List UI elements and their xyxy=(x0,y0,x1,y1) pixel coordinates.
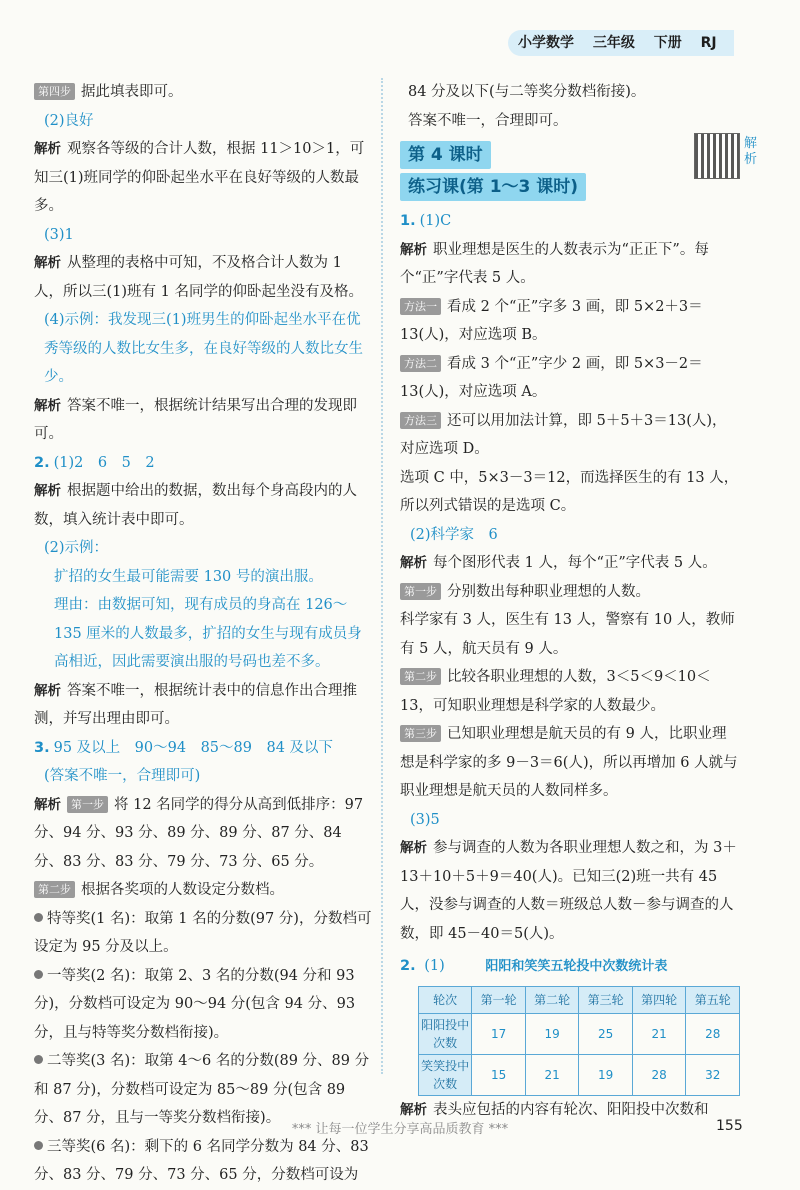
line-text: 观察各等级的合计人数，根据 11＞10＞1，可知三(1)班同学的仰卧起坐水平在良好等级的人数最多。 xyxy=(34,141,365,214)
line-text: (3)1 xyxy=(44,226,74,243)
header-cell: 第二轮 xyxy=(525,986,579,1013)
header-cell: 轮次 xyxy=(419,986,472,1013)
table-row xyxy=(419,1054,740,1095)
line-text: 二等奖(3 名)：取第 4～6 名的分数(89 分、89 分和 87 分)，分数档可设定为 85～89 分(包含 89 分、87 分，且与一等奖分数档衔接)。 xyxy=(34,1053,370,1126)
text-line xyxy=(400,236,740,293)
line-text: 每个图形代表 1 人，每个“正”字代表 5 人。 xyxy=(433,555,717,571)
line-text: 已知职业理想是航天员的有 9 人，比职业理想是科学家的多 9－3＝6(人)，所以再增加 6 人就与职业理想是航天员的人数同样多。 xyxy=(400,726,738,799)
bullet-icon xyxy=(34,970,43,979)
text-line xyxy=(34,534,374,563)
text-line xyxy=(400,806,740,835)
text-line xyxy=(34,477,374,534)
line-text: 看成 2 个“正”字多 3 画，即 5×2＋3＝13(人)，对应选项 B。 xyxy=(400,298,703,343)
row-label-cell: 笑笑投中次数 xyxy=(419,1054,472,1095)
lesson-banner xyxy=(400,141,740,201)
page-number: 155 xyxy=(716,1118,743,1134)
text-line xyxy=(400,107,740,136)
text-line xyxy=(34,762,374,791)
value-cell: 19 xyxy=(525,1013,579,1054)
analysis-label: 解析 xyxy=(400,555,427,571)
left-column xyxy=(34,78,374,1190)
text-line xyxy=(400,720,740,806)
line-text: (答案不唯一，合理即可) xyxy=(44,768,201,784)
question-number: 2. xyxy=(34,454,50,471)
text-line xyxy=(34,591,374,677)
qr-label: 解析 xyxy=(744,136,758,167)
value-cell: 25 xyxy=(579,1013,633,1054)
statistics-table xyxy=(418,986,740,1096)
line-text: 答案不唯一，根据统计表中的信息作出合理推测，并写出理由即可。 xyxy=(34,682,357,727)
table-header-row xyxy=(419,986,740,1013)
header-subject: 小学数学 xyxy=(518,35,574,51)
line-text: 答案不唯一，合理即可。 xyxy=(408,112,568,129)
line-text: 分别数出每种职业理想的人数。 xyxy=(447,583,650,600)
value-cell: 17 xyxy=(472,1013,526,1054)
text-line xyxy=(34,563,374,592)
text-line xyxy=(34,876,374,905)
analysis-label: 解析 xyxy=(34,141,61,157)
page-header xyxy=(508,30,734,56)
line-text: 职业理想是医生的人数表示为“正正下”。每个“正”字代表 5 人。 xyxy=(400,241,709,286)
step-tag: 方法二 xyxy=(400,355,441,372)
text-line xyxy=(34,677,374,734)
line-text: (2)示例： xyxy=(44,540,109,556)
table-heading: 2. (1) 阳阳和笑笑五轮投中次数统计表 xyxy=(400,958,668,974)
text-line xyxy=(34,962,374,1048)
text-line xyxy=(34,249,374,306)
row-label-cell: 阳阳投中次数 xyxy=(419,1013,472,1054)
text-line xyxy=(400,407,740,464)
analysis-label: 解析 xyxy=(34,255,61,271)
header-term: 下册 xyxy=(653,35,682,51)
line-text: 比较各职业理想的人数，3＜5＜9＜10＜13，可知职业理想是科学家的人数最少。 xyxy=(400,669,711,714)
line-text: (1)C xyxy=(419,213,452,229)
analysis-label: 解析 xyxy=(34,483,61,499)
line-text: (4)示例：我发现三(1)班男生的仰卧起坐水平在优秀等级的人数比女生多，在良好等级的人数比女生少。 xyxy=(44,312,363,385)
header-grade: 三年级 xyxy=(592,35,635,51)
table-title: 阳阳和笑笑五轮投中次数统计表 xyxy=(485,959,668,974)
step-tag: 第三步 xyxy=(400,725,441,742)
text-line xyxy=(34,905,374,962)
text-line xyxy=(34,221,374,250)
header-cell: 第三轮 xyxy=(579,986,633,1013)
line-text: 看成 3 个“正”字少 2 画，即 5×3－2＝13(人)，对应选项 A。 xyxy=(400,355,703,400)
line-text: 根据题中给出的数据，数出每个身高段内的人数，填入统计表中即可。 xyxy=(34,483,357,528)
analysis-label: 解析 xyxy=(34,796,61,813)
text-line xyxy=(34,392,374,449)
text-line xyxy=(34,449,374,478)
text-line xyxy=(400,834,740,948)
bullet-icon xyxy=(34,1055,43,1064)
lesson-title: 练习课(第 1～3 课时) xyxy=(400,173,586,201)
step-tag: 方法一 xyxy=(400,298,441,315)
value-cell: 32 xyxy=(686,1054,740,1095)
line-text: 选项 C 中，5×3－3＝12，而选择医生的有 13 人，所以列式错误的是选项 C。 xyxy=(400,469,739,514)
text-line xyxy=(400,578,740,607)
text-line xyxy=(34,734,374,763)
column-divider xyxy=(381,78,383,1074)
line-text: 表头应包括的内容有轮次、阳阳投中次数和 xyxy=(433,1101,709,1118)
value-cell: 15 xyxy=(472,1054,526,1095)
line-text: (3)5 xyxy=(410,811,440,828)
qr-code-icon[interactable] xyxy=(694,133,740,179)
lesson-number: 第 4 课时 xyxy=(400,141,491,169)
text-line xyxy=(400,521,740,550)
analysis-label: 解析 xyxy=(400,840,427,856)
value-cell: 28 xyxy=(686,1013,740,1054)
step-tag: 第一步 xyxy=(400,583,441,600)
value-cell: 28 xyxy=(632,1054,686,1095)
line-text: 答案不唯一，根据统计结果写出合理的发现即可。 xyxy=(34,397,357,442)
bullet-icon xyxy=(34,913,43,922)
line-text: 参与调查的人数为各职业理想人数之和，为 3＋13＋10＋5＋9＝40(人)。已知三(2)班一共有 45 人，没参与调查的人数＝班级总人数－参与调查的人数，即 45－40＝5(人)。 xyxy=(400,840,737,942)
footer-slogan: *** 让每一位学生分享高品质教育 *** xyxy=(291,1122,509,1137)
value-cell: 19 xyxy=(579,1054,633,1095)
text-line xyxy=(400,293,740,350)
text-line xyxy=(34,1133,374,1190)
text-line xyxy=(400,606,740,663)
line-text: 84 分及以下(与二等奖分数档衔接)。 xyxy=(408,84,646,100)
header-cell: 第五轮 xyxy=(686,986,740,1013)
text-line xyxy=(400,663,740,720)
right-column xyxy=(400,78,740,1124)
line-text: 95 及以上 90～94 85～89 84 及以下 xyxy=(53,739,334,756)
step-tag: 第一步 xyxy=(67,796,108,813)
text-line xyxy=(34,135,374,221)
analysis-label: 解析 xyxy=(400,1101,427,1118)
step-tag: 第四步 xyxy=(34,83,75,100)
text-line xyxy=(400,464,740,521)
text-line xyxy=(400,549,740,578)
line-text: 理由：由数据可知，现有成员的身高在 126～135 厘米的人数最多，扩招的女生与现有成员身高相近，因此需要演出服的号码也差不多。 xyxy=(54,597,362,670)
line-text: 根据各奖项的人数设定分数档。 xyxy=(81,882,284,898)
line-text: 科学家有 3 人，医生有 13 人，警察有 10 人，教师有 5 人，航天员有 9 人。 xyxy=(400,612,735,657)
value-cell: 21 xyxy=(525,1054,579,1095)
text-line xyxy=(34,791,374,877)
line-text: 一等奖(2 名)：取第 2、3 名的分数(94 分和 93 分)，分数档可设定为 90～94 分(包含 94 分、93 分，且与特等奖分数档衔接)。 xyxy=(34,967,356,1041)
line-text: (2)科学家 6 xyxy=(410,526,498,543)
step-tag: 方法三 xyxy=(400,412,441,429)
table-row xyxy=(419,1013,740,1054)
step-tag: 第二步 xyxy=(34,881,75,898)
analysis-label: 解析 xyxy=(34,397,61,414)
line-text: 还可以用加法计算，即 5＋5＋3＝13(人)，对应选项 D。 xyxy=(400,412,727,457)
question-number: 3. xyxy=(34,739,50,756)
bullet-icon xyxy=(34,1141,43,1150)
analysis-label: 解析 xyxy=(34,682,61,699)
text-line xyxy=(400,78,740,107)
value-cell: 21 xyxy=(632,1013,686,1054)
text-line xyxy=(34,107,374,136)
step-tag: 第二步 xyxy=(400,668,441,685)
question-number: 1. xyxy=(400,213,416,229)
header-cell: 第一轮 xyxy=(472,986,526,1013)
line-text: 从整理的表格中可知，不及格合计人数为 1 人，所以三(1)班有 1 名同学的仰卧起坐没有及格。 xyxy=(34,255,363,300)
line-text: (2)良好 xyxy=(44,112,94,129)
line-text: 据此填表即可。 xyxy=(81,84,183,100)
line-text: 将 12 名同学的得分从高到低排序：97 分、94 分、93 分、89 分、89 分、87 分、84 分、83 分、83 分、79 分、73 分、65 分。 xyxy=(34,796,364,870)
text-line xyxy=(400,350,740,407)
header-edition: RJ xyxy=(700,35,717,51)
line-text: 三等奖(6 名)：剩下的 6 名同学分数为 84 分、83 分、83 分、79 分、73 分、65 分，分数档可设为 xyxy=(34,1138,369,1183)
line-text: 扩招的女生最可能需要 130 号的演出服。 xyxy=(54,568,323,585)
text-line xyxy=(34,78,374,107)
header-cell: 第四轮 xyxy=(632,986,686,1013)
line-text: 特等奖(1 名)：取第 1 名的分数(97 分)，分数档可设定为 95 分及以上。 xyxy=(34,910,372,955)
text-line xyxy=(34,306,374,392)
line-text: (1)2 6 5 2 xyxy=(53,454,155,471)
analysis-label: 解析 xyxy=(400,241,427,258)
text-line xyxy=(400,207,740,236)
